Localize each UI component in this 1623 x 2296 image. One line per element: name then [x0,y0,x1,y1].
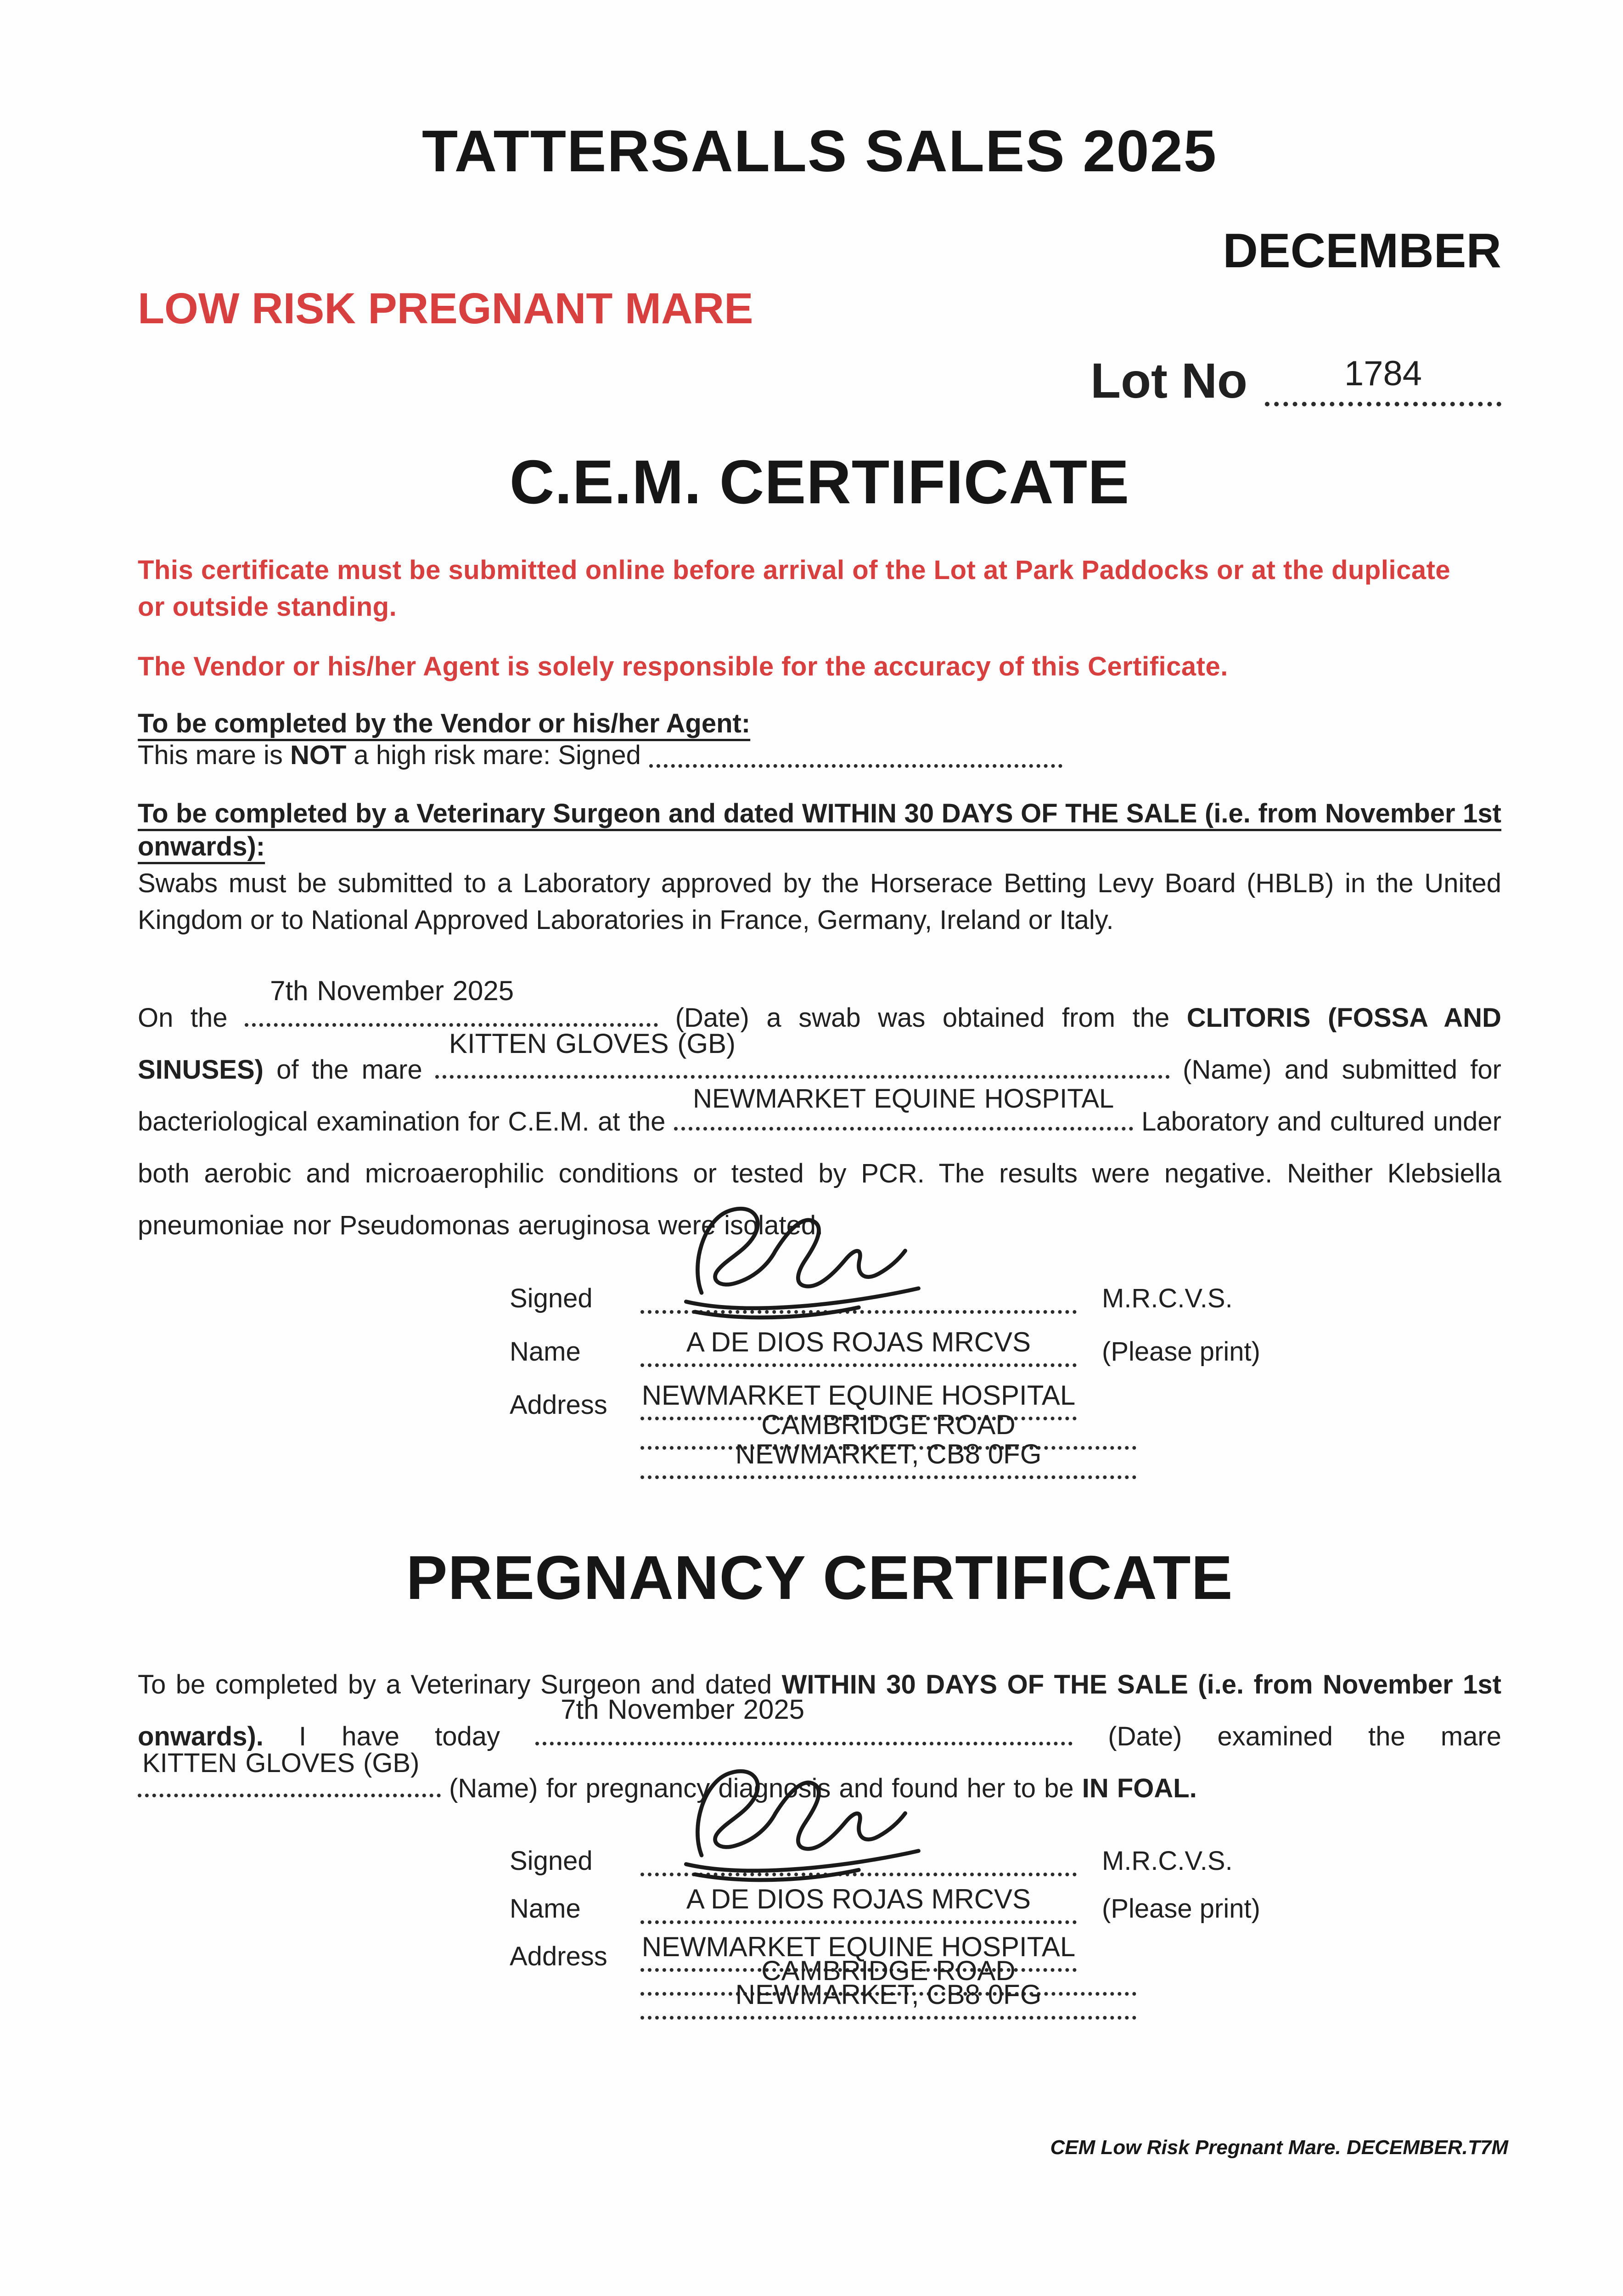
swab-text-after-date: (Date) a swab was obtained from the [658,1003,1187,1033]
preg-mare-name-value: KITTEN GLOVES (GB) [142,1748,420,1778]
cem-certificate-heading: C.E.M. CERTIFICATE [509,447,1130,517]
address-value-1: NEWMARKET EQUINE HOSPITAL [641,1380,1076,1411]
handwritten-signature [659,1198,943,1322]
pregnancy-signature-block [510,1846,1260,2037]
vendor-statement-not: NOT [290,740,347,770]
vendor-statement-pre: This mare is [138,740,290,770]
vendor-declaration-text [138,740,641,771]
address-row-3 [510,1439,1260,1479]
preg-text-after-mare: (Name) for pregnancy diagnosis and found her to be [441,1773,1082,1803]
please-print-label: (Please print) [1102,1894,1260,1924]
swab-lab-instructions: Swabs must be submitted to a Laboratory approved by the Horserace Betting Levy Board (HBLB) in the United Kingdom or to National Approved Laboratories in France, Germany, Ireland or Italy. [138,868,1501,935]
address-field-3 [640,1979,1136,2020]
address-field-3 [640,1439,1136,1479]
lot-number-label: Lot No [1090,352,1247,408]
mare-name-value: KITTEN GLOVES (GB) [449,1028,736,1059]
mrcvs-label: M.R.C.V.S. [1102,1283,1233,1313]
lot-number-value: 1784 [1344,354,1422,393]
address-value-2: CAMBRIDGE ROAD [761,1955,1016,1986]
laboratory-field [674,1084,1133,1131]
document-reference-footer: CEM Low Risk Pregnant Mare. DECEMBER.T7M [1050,2136,1508,2159]
in-foal-bold: IN FOAL. [1082,1773,1197,1803]
preg-text-have-today: I have today [263,1722,536,1751]
name-label: Name [510,1894,581,1924]
mrcvs-label: M.R.C.V.S. [1102,1846,1233,1876]
lot-number-field [1265,354,1501,406]
swab-text-after-name: (Name) and submitted for bacteriological examination for C.E.M. at the [138,1055,1501,1137]
page-title: TATTERSALLS SALES 2025 [422,118,1217,184]
address-label: Address [510,1390,607,1420]
submit-online-notice: This certificate must be submitted online before arrival of the Lot at Park Paddocks or at the duplicate or outside standing. [138,555,1451,622]
accuracy-notice: The Vendor or his/her Agent is solely responsible for the accuracy of this Certificate. [138,652,1228,681]
name-row [510,1327,1260,1367]
signed-label: Signed [510,1283,593,1313]
sale-month-label: DECEMBER [1223,224,1501,278]
address-row-3 [510,1979,1260,2020]
preg-mare-name-field [138,1748,441,1797]
risk-category-label: LOW RISK PREGNANT MARE [138,284,753,333]
address-label: Address [510,1941,607,1971]
preg-text-after-date: (Date) examined the mare [1073,1722,1501,1751]
swab-site-bold: CLITORIS (FOSSA AND SINUSES) [138,1003,1501,1085]
laboratory-value: NEWMARKET EQUINE HOSPITAL [693,1084,1114,1114]
swab-date-value: 7th November 2025 [270,975,514,1006]
name-field [640,1327,1077,1367]
swab-text-on-the: On the [138,1003,245,1033]
signed-row [510,1283,1260,1314]
vet-name-value: A DE DIOS ROJAS MRCVS [686,1884,1031,1914]
handwritten-signature [659,1760,943,1884]
preg-text-pre: To be completed by a Veterinary Surgeon and dated [138,1670,782,1699]
address-value-3: NEWMARKET, CB8 0FG [735,1439,1042,1469]
signature-field [640,1870,1077,1876]
signed-row [510,1846,1260,1876]
vendor-statement-post: a high risk mare: Signed [346,740,641,770]
swab-text-after-lab: Laboratory and cultured under both aerobic and microaerophilic conditions or tested by PCR. The results were negative. Neither Klebsiella pneumoniae nor Pseudomonas aeruginosa were isolated. [138,1107,1502,1240]
please-print-label: (Please print) [1102,1337,1260,1367]
exam-date-value: 7th November 2025 [561,1694,805,1725]
address-value-2: CAMBRIDGE ROAD [761,1409,1016,1440]
swab-text-of-the-mare: of the mare [263,1055,435,1085]
signed-label: Signed [510,1846,593,1876]
name-row [510,1884,1260,1924]
preg-within-bold: WITHIN 30 DAYS OF THE SALE (i.e. from November 1st onwards). [138,1670,1502,1751]
name-field [640,1884,1077,1924]
vendor-declaration-line [138,735,1501,771]
name-label: Name [510,1337,581,1367]
address-value-1: NEWMARKET EQUINE HOSPITAL [641,1931,1076,1962]
lot-number-row [138,342,1501,406]
signature-field [640,1307,1077,1314]
vet-name-value: A DE DIOS ROJAS MRCVS [686,1327,1031,1357]
vendor-signature-field [649,760,1062,768]
pregnancy-certificate-heading: PREGNANCY CERTIFICATE [406,1543,1233,1612]
exam-date-field [535,1694,1073,1745]
vet-section-heading: To be completed by a Veterinary Surgeon and dated WITHIN 30 DAYS OF THE SALE (i.e. from November 1st onwards): [138,799,1501,861]
vendor-section-heading: To be completed by the Vendor or his/her Agent: [138,709,751,738]
cem-signature-block [510,1283,1260,1502]
address-value-3: NEWMARKET, CB8 0FG [735,1979,1042,2010]
